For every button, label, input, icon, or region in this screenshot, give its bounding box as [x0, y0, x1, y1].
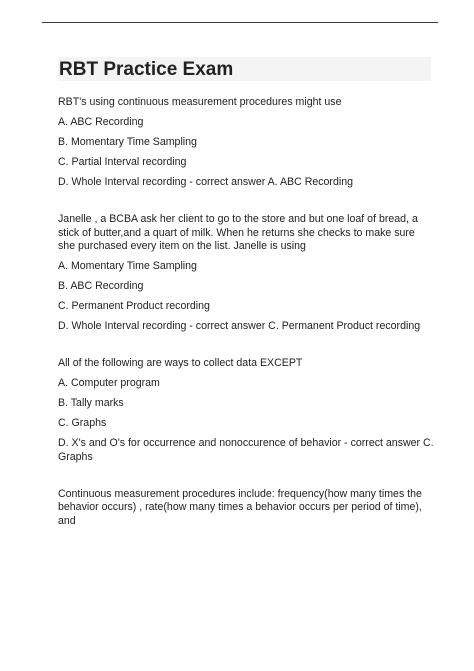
- question-block: [58, 488, 434, 529]
- question-prompt: All of the following are ways to collect data EXCEPT: [58, 357, 303, 369]
- question-spacer: [58, 471, 434, 488]
- document-body: [58, 96, 434, 535]
- answer-option: A. Momentary Time Sampling: [58, 260, 197, 272]
- answer-option: B. Momentary Time Sampling: [58, 136, 197, 148]
- top-divider: [42, 22, 438, 23]
- answer-option: C. Permanent Product recording: [58, 300, 210, 312]
- question-block: [58, 213, 434, 334]
- question-block: [58, 357, 434, 464]
- answer-option: D. Whole Interval recording - correct answer A. ABC Recording: [58, 176, 353, 188]
- document-title: RBT Practice Exam: [59, 59, 234, 80]
- question-spacer: [58, 196, 434, 213]
- question-prompt: Janelle , a BCBA ask her client to go to the store and but one loaf of bread, a stick of butter,and a quart of milk. When he returns she checks to make sure she purchased every item on the list. Janelle is using: [58, 213, 418, 252]
- answer-option: D. Whole Interval recording - correct answer C. Permanent Product recording: [58, 320, 421, 332]
- answer-option: B. ABC Recording: [58, 280, 144, 292]
- answer-option: C. Graphs: [58, 417, 107, 429]
- question-spacer: [58, 340, 434, 357]
- answer-option: A. ABC Recording: [58, 116, 144, 128]
- answer-option: C. Partial Interval recording: [58, 156, 187, 168]
- question-prompt: Continuous measurement procedures include: frequency(how many times the behavior occurs) , rate(how many times a behavior occurs per period of time), and: [58, 487, 422, 527]
- question-prompt: RBT's using continuous measurement procedures might use: [58, 96, 342, 108]
- answer-option: D. X's and O's for occurrence and nonoccurence of behavior - correct answer C. Graphs: [58, 437, 434, 463]
- question-block: [58, 96, 434, 190]
- answer-option: B. Tally marks: [58, 397, 124, 409]
- answer-option: A. Computer program: [58, 377, 160, 389]
